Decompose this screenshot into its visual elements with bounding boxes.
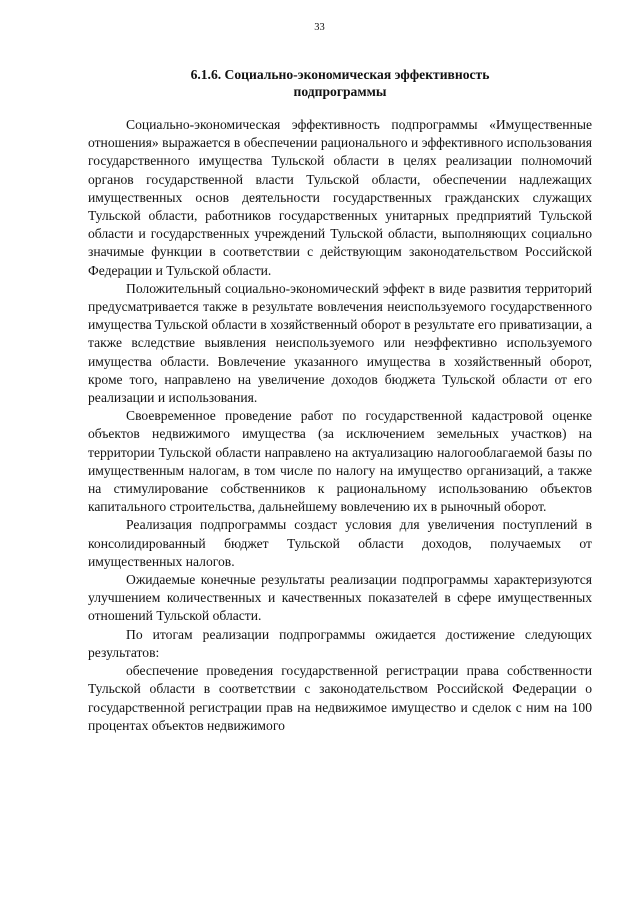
paragraph-budget-revenue: Реализация подпрограммы создаст условия для увеличения поступлений в консолидированный бюджет Тульской области доходов, получаемых от имущественных налогов. xyxy=(88,517,592,569)
page-number: 33 xyxy=(314,22,325,33)
section-title-line-2: подпрограммы xyxy=(293,84,387,99)
paragraph-registration: обеспечение проведения государственной регистрации права собственности Тульской области в соответствии с законодательством Российской Федерации о государственной регистрации прав на недвижимое имущество и сделок с ним на 100 процентах объектов недвижимого xyxy=(88,663,592,733)
section-title-line-1: 6.1.6. Социально-экономическая эффективность xyxy=(190,67,490,82)
section-heading xyxy=(88,66,592,100)
paragraph-expected-results: Ожидаемые конечные результаты реализации подпрограммы характеризуются улучшением количественных и качественных показателей в сфере имущественных отношений Тульской области. xyxy=(88,572,592,624)
paragraph-effectiveness: Социально-экономическая эффективность подпрограммы «Имущественные отношения» выражается в обеспечении рационального и эффективного использования государственного имущества Тульской области в целях реализации полномочий органов государственной власти Тульской области, обеспечении надлежащих имущественных основ деятельности государственных гражданских служащих Тульской области, работников государственных унитарных предприятий Тульской области и государственных учреждений Тульской области, выполняющих социально значимые функции в соответствии с действующим законодательством Российской Федерации и Тульской области. xyxy=(88,117,592,278)
body-text xyxy=(88,116,592,735)
paragraph-results-intro: По итогам реализации подпрограммы ожидается достижение следующих результатов: xyxy=(88,626,592,660)
paragraph-cadastral-valuation: Своевременное проведение работ по государственной кадастровой оценке объектов недвижимого имущества (за исключением земельных участков) на территории Тульской области направлено на актуализацию налогооблагаемой базы по имущественным налогам, в том числе по налогу на имущество организаций, а также на стимулирование собственников к рациональному использованию объектов капитального строительства, дальнейшему вовлечению их в рыночный оборот. xyxy=(88,408,592,515)
paragraph-territory-development: Положительный социально-экономический эффект в виде развития территорий предусматривается также в результате вовлечения неиспользуемого государственного имущества Тульской области в хозяйственный оборот в результате его приватизации, а также вследствие выявления неиспользуемого или неэффективно используемого имущества области. Вовлечение указанного имущества в хозяйственный оборот, кроме того, направлено на увеличение доходов бюджета Тульской области от его реализации и использования. xyxy=(88,280,592,406)
